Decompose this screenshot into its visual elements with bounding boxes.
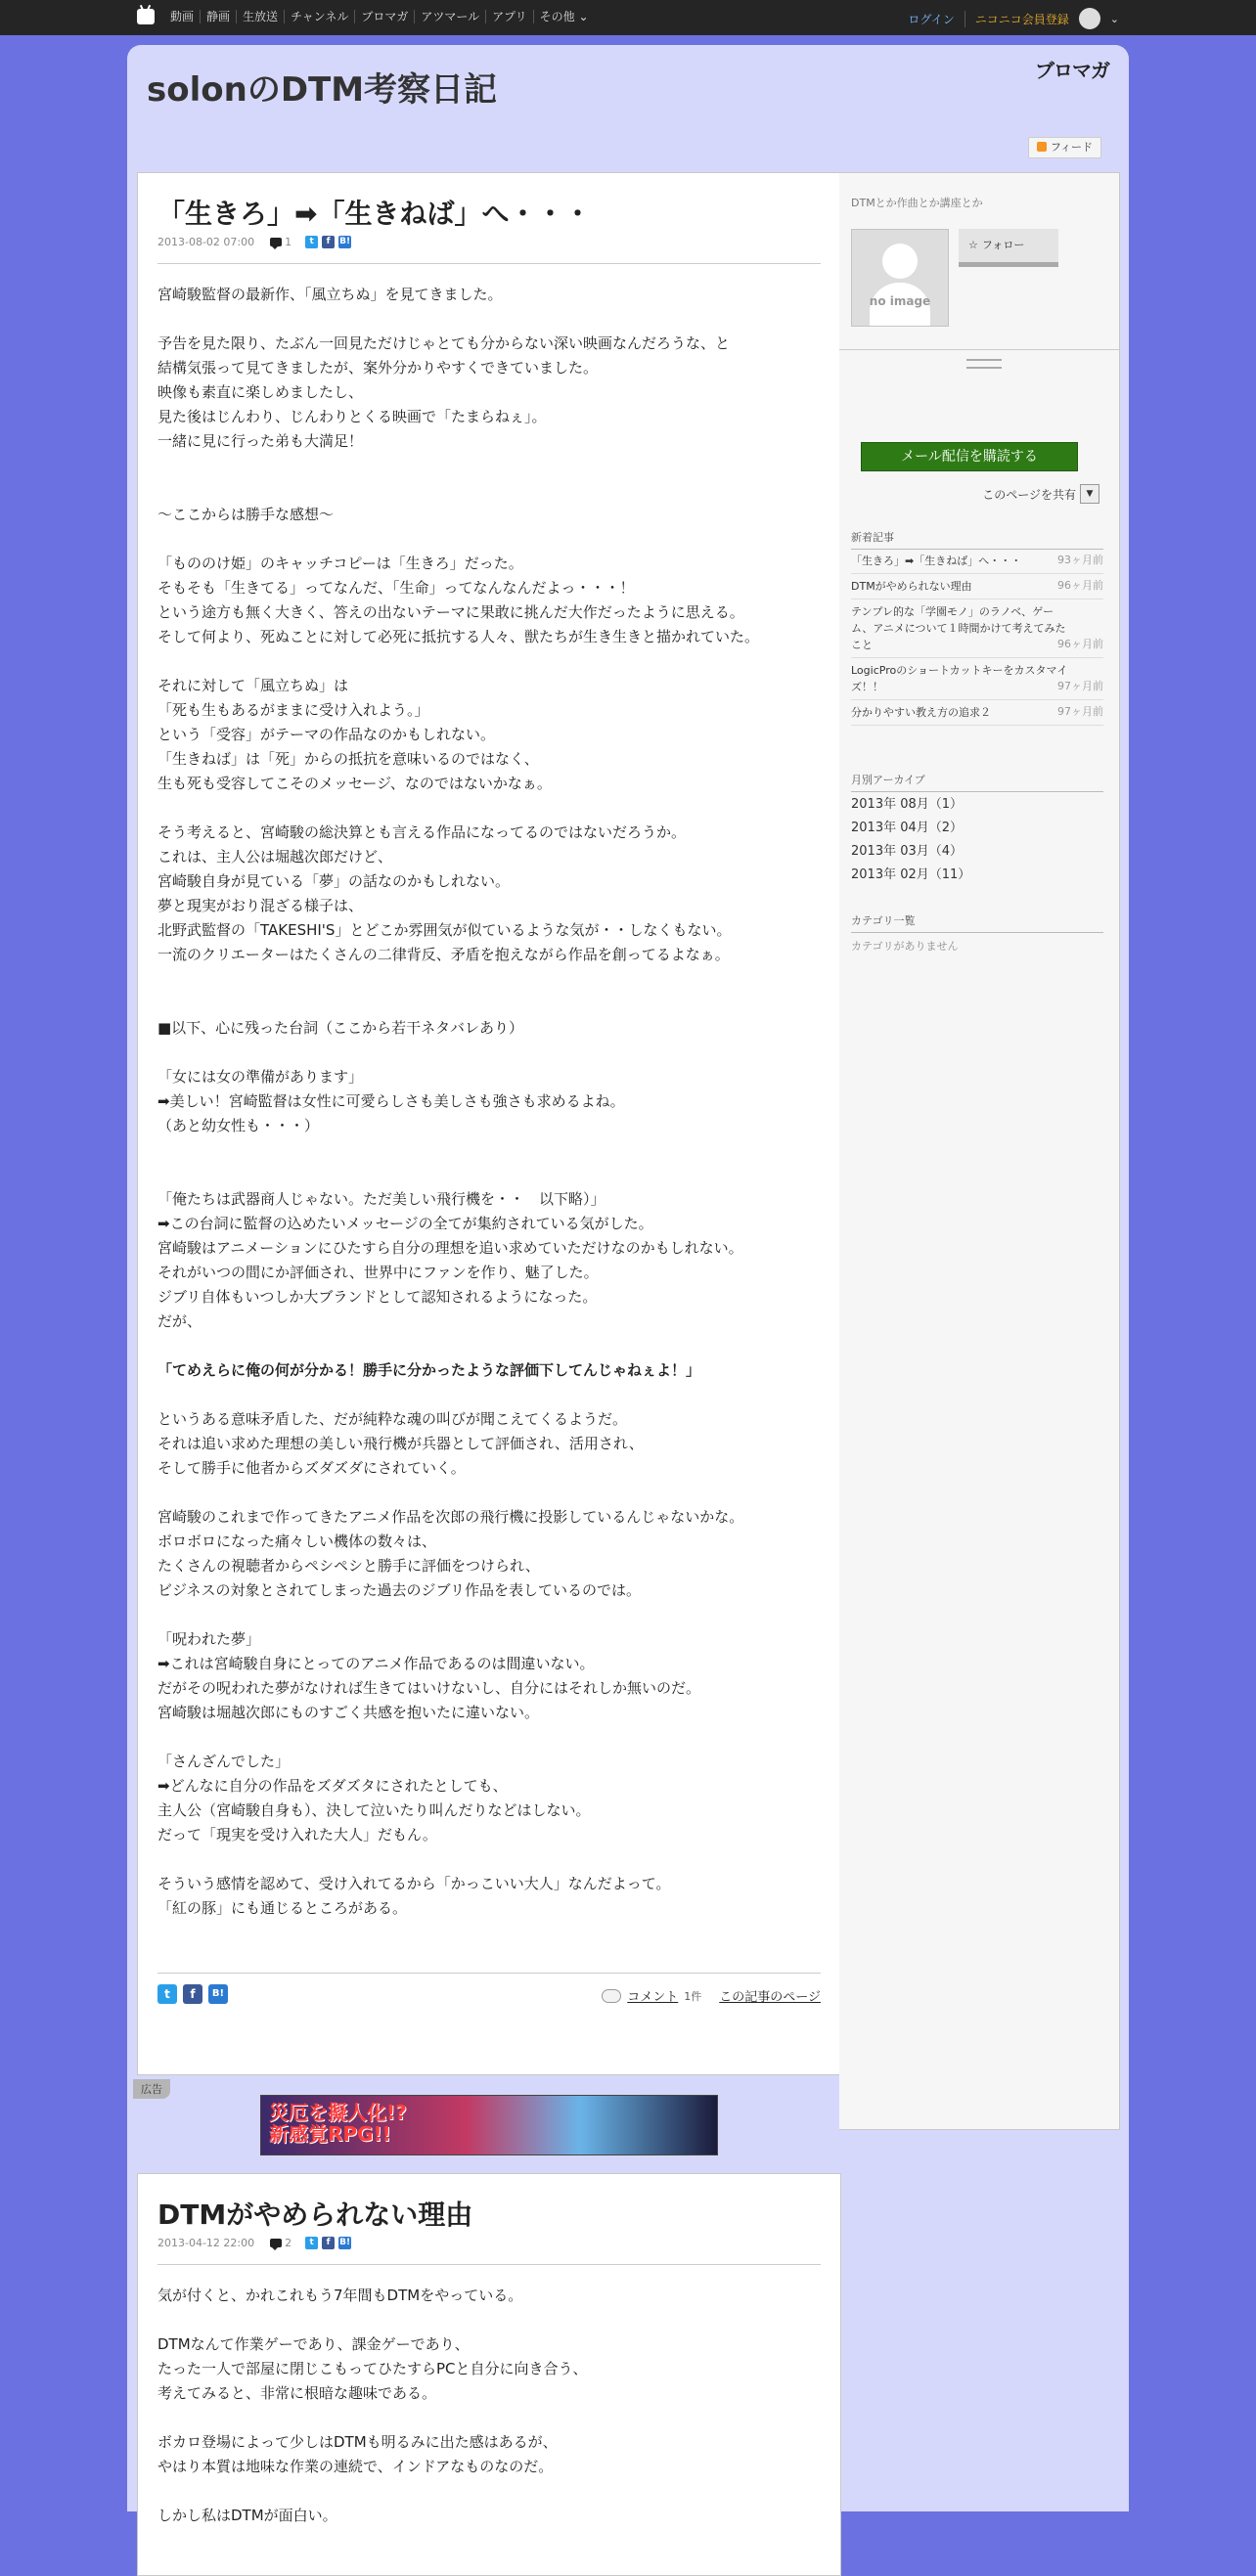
comment-icon	[602, 1989, 621, 2003]
blog-title[interactable]: solonのDTM考察日記	[147, 70, 498, 110]
twitter-icon[interactable]: t	[305, 2237, 318, 2249]
expand-handle[interactable]	[966, 359, 1002, 369]
comment-bubble-icon	[270, 238, 282, 246]
list-item[interactable]	[851, 600, 1103, 658]
share-page-label: このページを共有	[982, 487, 1076, 502]
category-empty: カテゴリがありません	[851, 940, 959, 953]
comment-count[interactable]: 2	[285, 2237, 292, 2249]
article-meta	[157, 236, 351, 248]
comment-count[interactable]: 1	[285, 236, 292, 248]
nav-item-app[interactable]: アプリ	[485, 10, 533, 23]
nav-item-more-label: その他	[539, 10, 575, 23]
chevron-down-icon: ⌄	[578, 10, 589, 23]
hatena-bookmark-icon[interactable]: B!	[339, 237, 351, 246]
recent-post-age: 97ヶ月前	[1057, 705, 1103, 718]
subscribe-button[interactable]: メール配信を購読する	[861, 442, 1078, 471]
article-body	[157, 283, 823, 1921]
star-icon: ☆	[968, 239, 978, 251]
archive-item[interactable]: 2013年 02月（11）	[851, 867, 971, 882]
login-link[interactable]: ログイン	[908, 12, 955, 26]
recent-post-age: 96ヶ月前	[1057, 638, 1103, 650]
nav-item-live[interactable]: 生放送	[236, 10, 284, 23]
ad-banner[interactable]	[260, 2095, 718, 2155]
archive-item[interactable]: 2013年 08月（1）	[851, 797, 964, 812]
list-item[interactable]	[851, 700, 1103, 726]
avatar[interactable]	[1079, 8, 1100, 29]
divider	[157, 263, 821, 264]
article-body-text: 宮崎駿監督の最新作、「風立ちぬ」を見てきました。 予告を見た限り、たぶん一回見ただけじゃとても分からない深い映画なんだろうな、と 結構気張って見てきましたが、案外分かりやすくできていました。 映像も素直に楽しめましたし、 見た後はじんわり、じんわりとくる映画で「たまらねぇ」。 一緒に見に行った弟も大満足！ 〜ここからは勝手な感想〜 「もののけ姫」のキャッチコピーは「生きろ」だった。 そもそも「生きてる」ってなんだ、「生命」ってなんなんだよっ・・・！ という途方も無く大きく、答えの出ないテーマに果敢に挑んだ大作だったように思える。 そして何より、死ぬことに対して必死に抵抗する人々、獣たちが生き生きと描かれていた。 それに対して「風立ちぬ」は 「死も生もあるがままに受け入れよう。」 という「受容」がテーマの作品なのかもしれない。 「生きねば」は「死」からの抵抗を意味いるのではなく、 生も死も受容してこそのメッセージ、なのではないかなぁ。 そう考えると、宮崎駿の総決算とも言える作品になってるのではないだろうか。 これは、主人公は堀越次郎だけど、 宮崎駿自身が見ている「夢」の話なのかもしれない。 夢と現実がおり混ざる様子は、 北野武監督の「TAKESHI'S」とどこか雰囲気が似ているような気が・・しなくもない。 一流のクリエーターはたくさんの二律背反、矛盾を抱えながら作品を創ってるよなぁ。 ■以下、心に残った台詞（ここから若干ネタバレあり） 「女には女の準備があります」 ➡美しい！宮崎監督は女性に可愛らしさも美しさも強さも求めるよね。 （あと幼女性も・・・） 「俺たちは武器商人じゃない。ただ美しい飛行機を・・ 以下略）」 ➡この台詞に監督の込めたいメッセージの全てが集約されている気がした。 宮崎駿はアニメーションにひたすら自分の理想を追い求めていただけなのかもしれない。 それがいつの間にか評価され、世界中にファンを作り、魅了した。 ジブリ自体もいつしか大ブランドとして認知されるようになった。 だが、	[157, 286, 760, 1330]
recent-post-title: 分かりやすい教え方の追求２	[851, 706, 991, 719]
ad-text-line1: 災厄を擬人化!?	[269, 2101, 407, 2124]
follow-button[interactable]	[959, 229, 1058, 267]
recent-post-age: 96ヶ月前	[1057, 579, 1103, 592]
article-meta	[157, 2237, 351, 2249]
article-body: 気が付くと、かれこれもう7年間もDTMをやっている。 DTMなんて作業ゲーであり、課金ゲーであり、 たった一人で部屋に閉じこもってひたすらPCと自分に向き合う、 考えてみると、非常に根暗な趣味である。 ボカロ登場によって少しはDTMも明るみに出た感はあるが、 やはり本質は地味な作業の連続で、インドアなものなのだ。 しかし私はDTMが面白い。	[157, 2287, 588, 2524]
twitter-icon[interactable]: t	[157, 1984, 177, 2004]
avatar-placeholder-head	[882, 244, 918, 279]
share-page[interactable]	[982, 484, 1099, 504]
archive-list	[851, 793, 1103, 887]
rss-icon	[1037, 142, 1047, 152]
article-links	[602, 1986, 821, 2005]
article-title[interactable]: DTMがやめられない理由	[157, 2198, 473, 2231]
profile-image[interactable]	[851, 229, 949, 327]
global-nav-bar	[0, 0, 1256, 35]
blog-description: DTMとか作曲とか講座とか	[851, 197, 983, 209]
recent-post-title: 「生きろ」➡「生きねば」へ・・・	[851, 555, 1022, 567]
ad-label: 広告	[133, 2079, 170, 2099]
article-date: 2013-08-02 07:00	[157, 236, 255, 248]
global-nav-items	[164, 10, 595, 23]
article-card	[137, 2173, 841, 2576]
article-card	[137, 172, 841, 2075]
ad-headline	[269, 2102, 407, 2145]
feed-label: フィード	[1050, 141, 1093, 154]
twitter-icon[interactable]: t	[305, 236, 318, 248]
facebook-icon[interactable]: f	[322, 236, 335, 248]
facebook-icon[interactable]: f	[322, 2237, 335, 2249]
comment-bubble-icon	[270, 2239, 282, 2247]
facebook-icon[interactable]: f	[183, 1984, 202, 2004]
register-link[interactable]: ニコニコ会員登録	[964, 11, 1069, 27]
list-item[interactable]	[851, 549, 1103, 574]
nav-item-channel[interactable]: チャンネル	[284, 10, 354, 23]
sidebar	[839, 172, 1120, 2130]
recent-post-age: 97ヶ月前	[1057, 680, 1103, 692]
follow-label: フォロー	[981, 239, 1025, 251]
nav-item-seiga[interactable]: 静画	[200, 10, 236, 23]
recent-post-age: 93ヶ月前	[1057, 554, 1103, 566]
divider	[839, 349, 1119, 350]
permalink[interactable]: この記事のページ	[719, 1990, 821, 2005]
article-title[interactable]: 「生きろ」➡「生きねば」へ・・・	[157, 198, 592, 230]
recent-posts-list	[851, 549, 1103, 726]
recent-post-title: テンプレ的な「学園モノ」のラノベ、ゲーム、アニメについて１時間かけて考えてみたこと	[851, 605, 1066, 651]
comment-link[interactable]: コメント	[627, 1990, 679, 2005]
article-date: 2013-04-12 22:00	[157, 2237, 255, 2249]
recent-post-title: LogicProのショートカットキーをカスタマイズ！！	[851, 664, 1068, 693]
divider	[157, 1973, 821, 1974]
dropdown-arrow-icon[interactable]: ▼	[1080, 484, 1099, 504]
recent-post-title: DTMがやめられない理由	[851, 580, 972, 593]
share-buttons	[157, 1984, 228, 2004]
article-body-bold-quote: 「てめえらに俺の何が分かる！勝手に分かったような評価下してんじゃねぇよ！」	[157, 1361, 701, 1379]
ad-text-line2: 新感覚RPG!!	[269, 2122, 391, 2146]
hatena-bookmark-icon[interactable]: B!	[208, 1984, 228, 2004]
category-title: カテゴリ一覧	[851, 912, 1103, 933]
archive-item[interactable]: 2013年 03月（4）	[851, 844, 964, 859]
article-body-text-2: というある意味矛盾した、だが純粋な魂の叫びが聞こえてくるようだ。 それは追い求めた理想の美しい飛行機が兵器として評価され、活用され、 そして勝手に他者からズダズダにされていく。 宮崎駿のこれまで作ってきたアニメ作品を次郎の飛行機に投影しているんじゃないかな。 ボロボロになった痛々しい機体の数々は、 たくさんの視聴者からペシペシと勝手に評価をつけられ、 ビジネスの対象とされてしまった過去のジブリ作品を表しているのでは。 「呪われた夢」 ➡これは宮崎駿自身にとってのアニメ作品であるのは間違いない。 だがその呪われた夢がなければ生きてはいけないし、自分にはそれしか無いのだ。 宮崎駿は堀越次郎にものすごく共感を抱いたに違いない。 「さんざんでした」 ➡どんなに自分の作品をズダズタにされたとしても、 主人公（宮崎駿自身も）、決して泣いたり叫んだりなどはしない。 だって「現実を受け入れた大人」だもん。 そういう感情を認めて、受け入れてるから「かっこいい大人」なんだよって。 「紅の豚」にも通じるところがある。	[157, 1410, 744, 1917]
nav-item-blomaga[interactable]: ブロマガ	[354, 10, 414, 23]
nav-item-video[interactable]: 動画	[170, 10, 195, 23]
niconico-logo-icon[interactable]	[137, 9, 155, 24]
archive-item[interactable]: 2013年 04月（2）	[851, 821, 964, 835]
blog-container	[127, 45, 1129, 2524]
article-footer	[157, 1984, 821, 2012]
divider	[157, 2264, 821, 2265]
recent-posts-title: 新着記事	[851, 529, 1103, 550]
archive-title: 月別アーカイブ	[851, 772, 1103, 792]
hatena-bookmark-icon[interactable]: B!	[339, 2238, 351, 2247]
no-image-label: no image	[869, 294, 931, 308]
nav-item-more[interactable]	[533, 10, 595, 23]
list-item[interactable]	[851, 658, 1103, 700]
blomaga-logo[interactable]: ブロマガ	[1035, 59, 1109, 82]
chevron-down-icon[interactable]: ⌄	[1109, 12, 1119, 25]
comment-count-label: 1件	[684, 1989, 702, 2003]
list-item[interactable]	[851, 574, 1103, 600]
feed-button[interactable]	[1028, 137, 1101, 158]
nav-item-atsumaru[interactable]: アツマール	[414, 10, 485, 23]
user-menu	[908, 8, 1119, 29]
